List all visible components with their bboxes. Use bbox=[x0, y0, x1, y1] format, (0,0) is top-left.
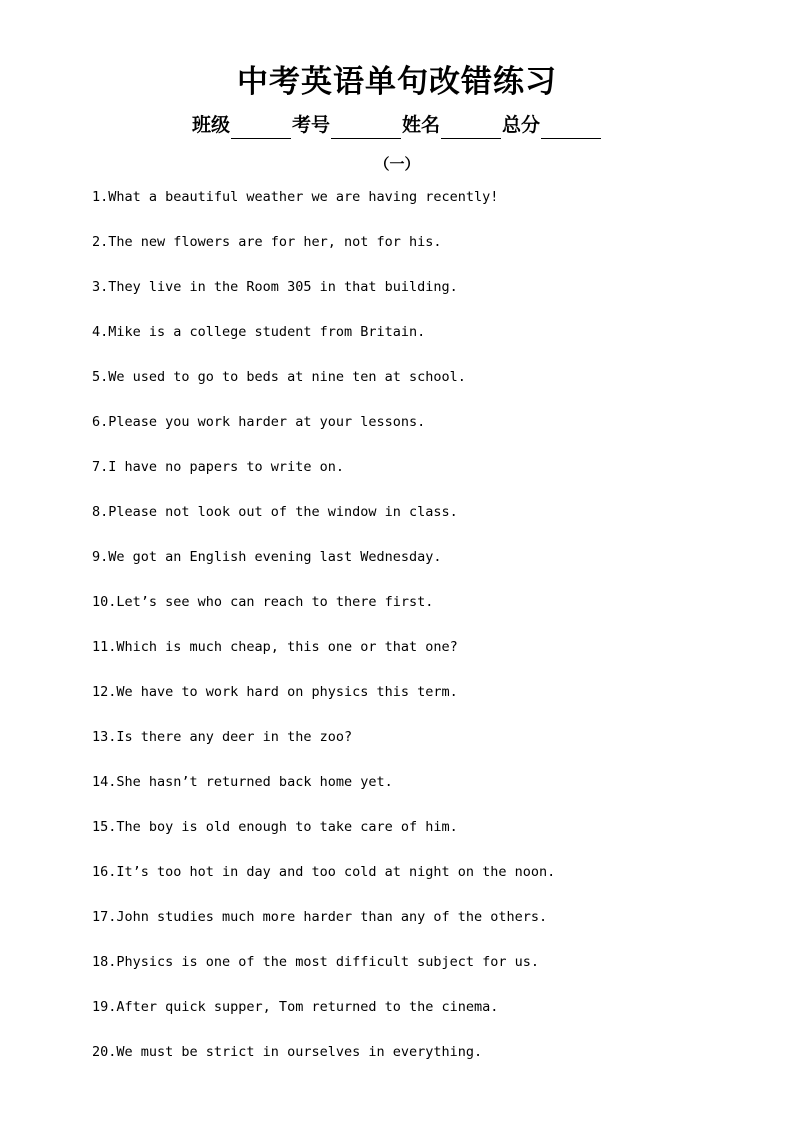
question-4: 4.Mike is a college student from Britain. bbox=[92, 324, 426, 340]
student-info-row bbox=[0, 111, 794, 139]
question-18: 18.Physics is one of the most difficult subject for us. bbox=[92, 954, 540, 970]
question-7: 7.I have no papers to write on. bbox=[92, 459, 344, 475]
total-score-label: 总分 bbox=[502, 114, 541, 136]
question-5: 5.We used to go to beds at nine ten at school. bbox=[92, 369, 466, 385]
question-17: 17.John studies much more harder than any of the others. bbox=[92, 909, 548, 925]
question-10: 10.Let’s see who can reach to there first. bbox=[92, 594, 434, 610]
question-19: 19.After quick supper, Tom returned to the cinema. bbox=[92, 999, 499, 1015]
exam-number-blank bbox=[331, 116, 401, 139]
section-heading: （一） bbox=[374, 155, 420, 173]
question-20: 20.We must be strict in ourselves in everything. bbox=[92, 1044, 483, 1060]
class-blank bbox=[231, 116, 291, 139]
question-6: 6.Please you work harder at your lessons. bbox=[92, 414, 426, 430]
name-blank bbox=[441, 116, 501, 139]
question-list bbox=[92, 185, 732, 1085]
exam-number-label: 考号 bbox=[291, 114, 330, 136]
total-score-blank bbox=[541, 116, 601, 139]
class-label: 班级 bbox=[191, 114, 230, 136]
question-2: 2.The new flowers are for her, not for his. bbox=[92, 234, 442, 250]
page-title: 中考英语单句改错练习 bbox=[237, 64, 557, 100]
question-9: 9.We got an English evening last Wednesday. bbox=[92, 549, 442, 565]
question-8: 8.Please not look out of the window in class. bbox=[92, 504, 458, 520]
question-12: 12.We have to work hard on physics this term. bbox=[92, 684, 458, 700]
question-11: 11.Which is much cheap, this one or that one? bbox=[92, 639, 458, 655]
name-label: 姓名 bbox=[402, 114, 441, 136]
question-15: 15.The boy is old enough to take care of him. bbox=[92, 819, 458, 835]
question-16: 16.It’s too hot in day and too cold at night on the noon. bbox=[92, 864, 556, 880]
question-3: 3.They live in the Room 305 in that building. bbox=[92, 279, 458, 295]
question-14: 14.She hasn’t returned back home yet. bbox=[92, 774, 393, 790]
question-13: 13.Is there any deer in the zoo? bbox=[92, 729, 353, 745]
question-1: 1.What a beautiful weather we are having recently! bbox=[92, 189, 499, 205]
